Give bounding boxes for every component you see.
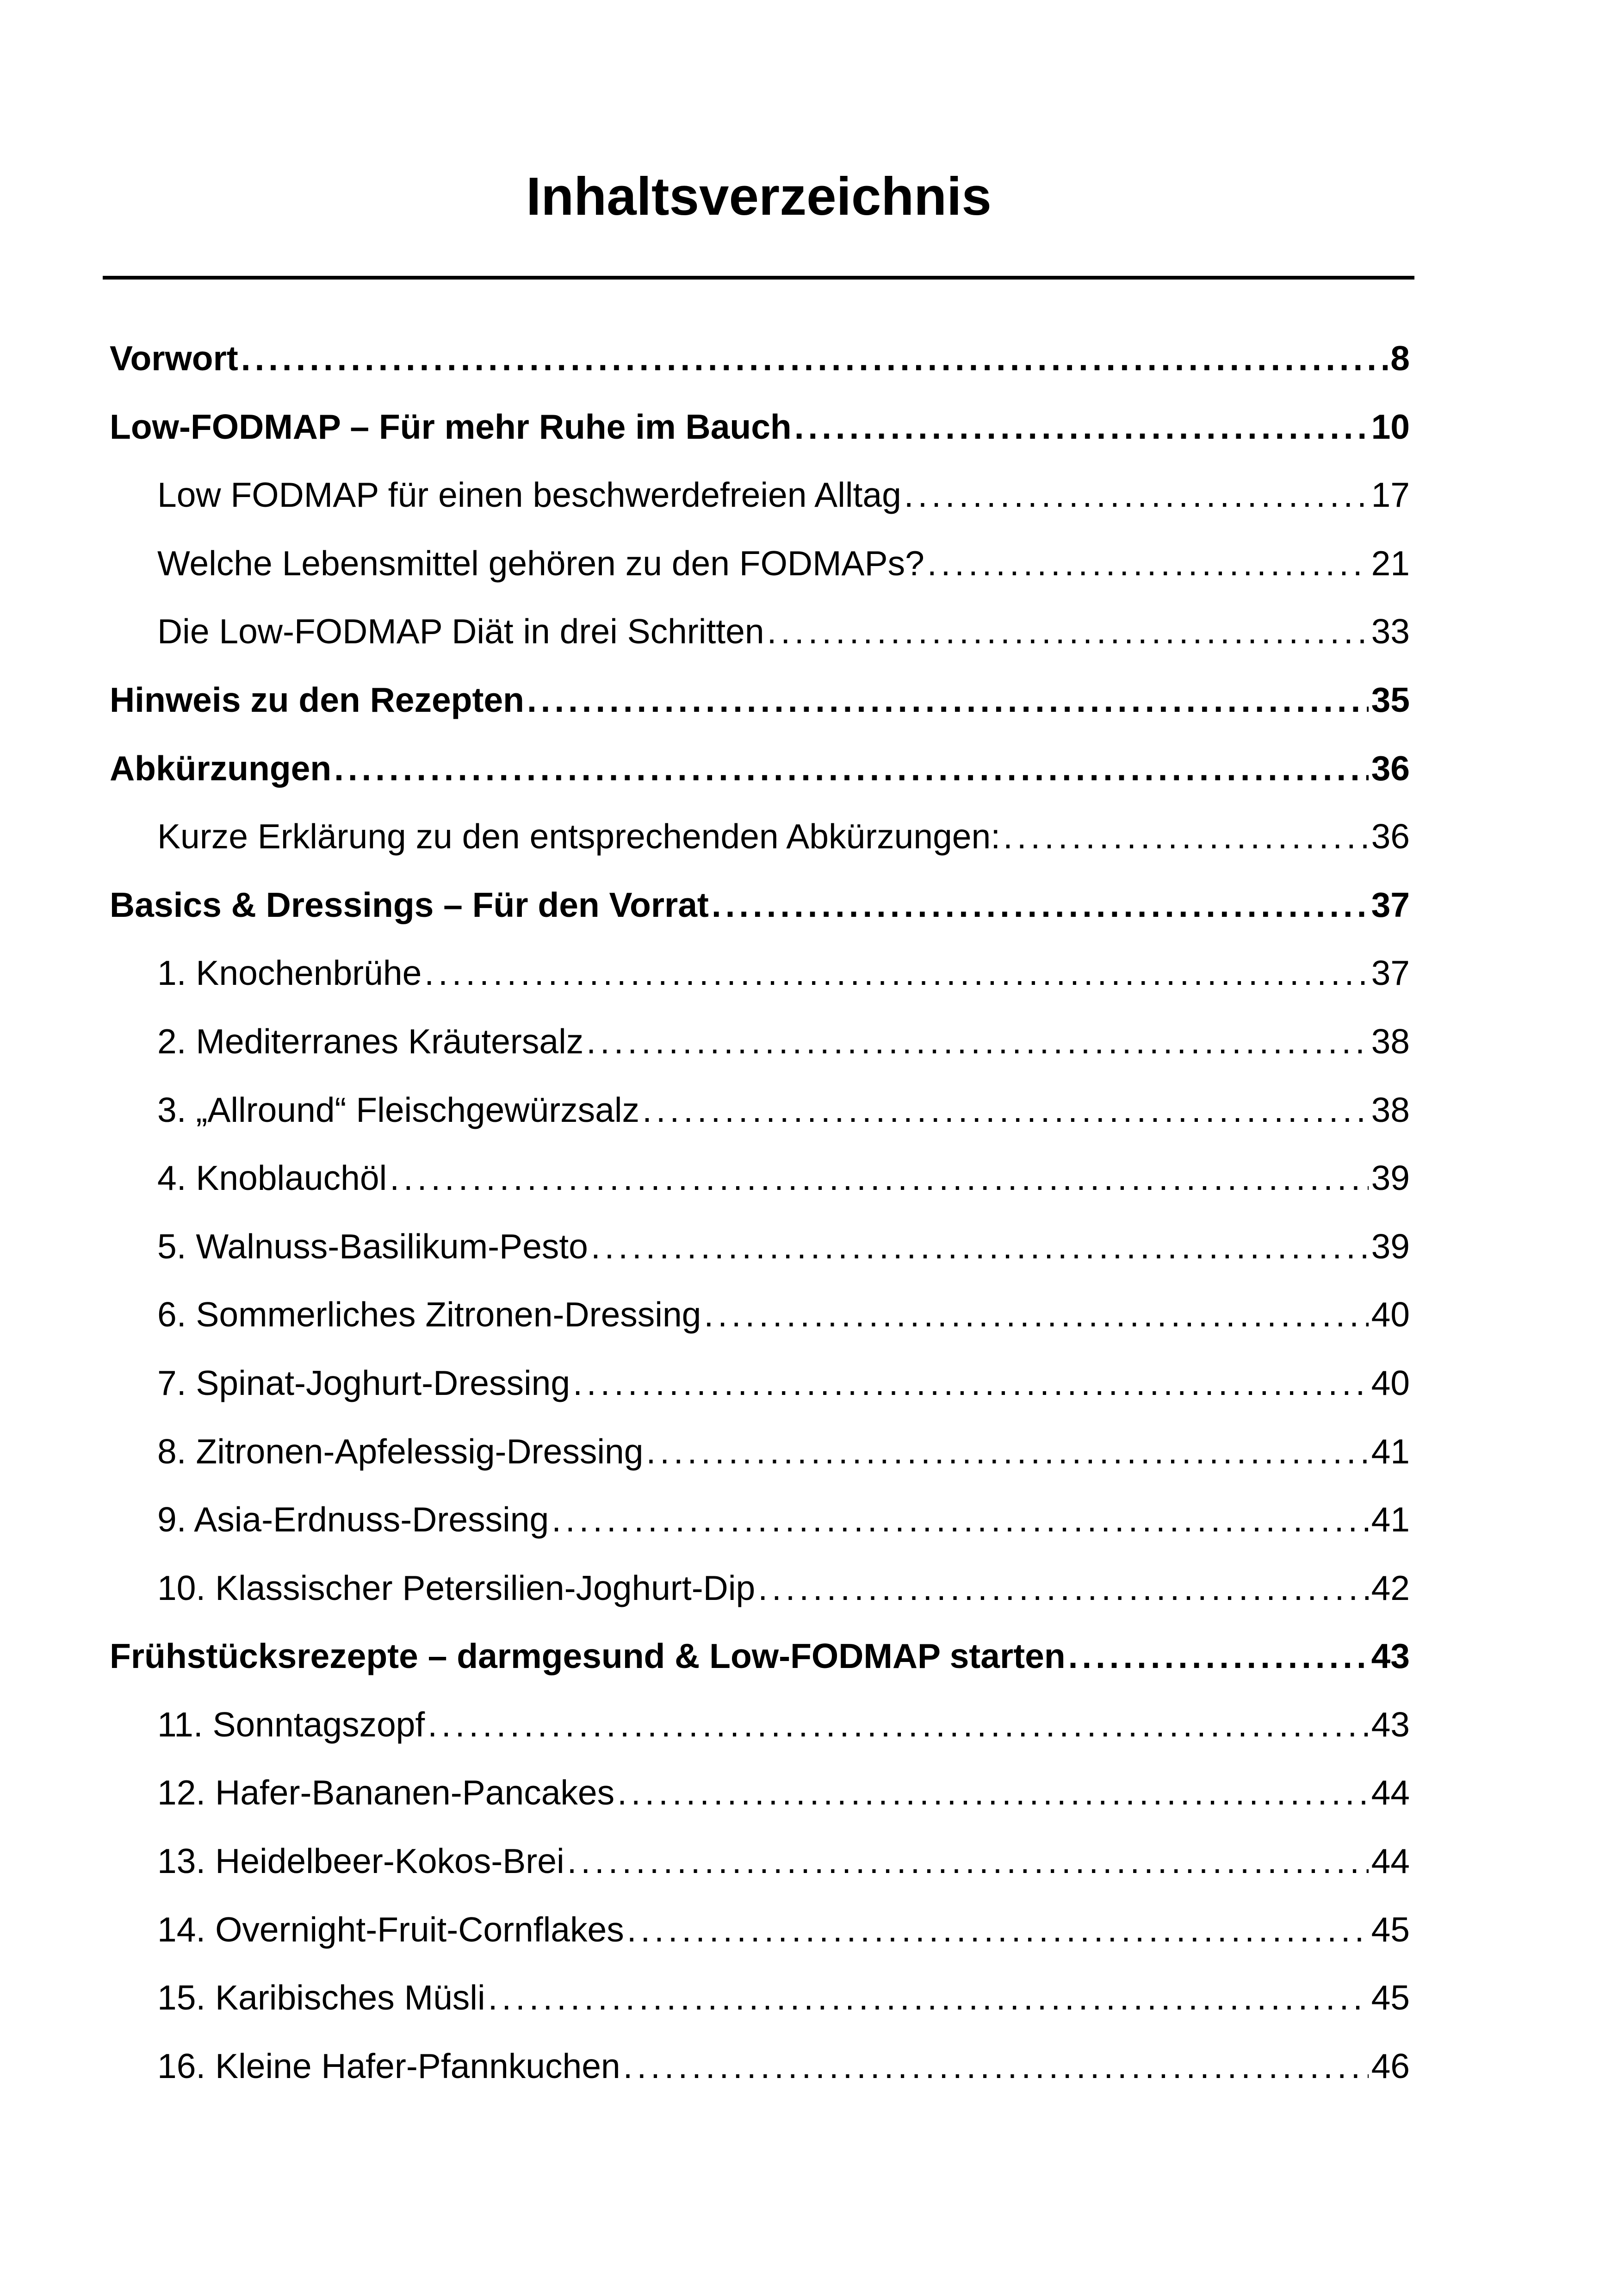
toc-dot-leader (712, 878, 1369, 932)
toc-entry-page-number: 36 (1371, 748, 1410, 788)
toc-dot-leader (567, 1834, 1369, 1888)
toc-entry-page-number: 35 (1371, 680, 1410, 719)
toc-dot-leader (617, 1766, 1368, 1820)
toc-dot-leader (767, 604, 1369, 659)
toc-entry-label: Low FODMAP für einen beschwerdefreien Alltag (157, 475, 901, 515)
toc-dot-leader (241, 331, 1388, 386)
toc-entry-label: Vorwort (110, 339, 238, 378)
toc-entry-label: Die Low-FODMAP Diät in drei Schritten (157, 612, 764, 651)
toc-entry-label: 14. Overnight-Fruit-Cornflakes (157, 1910, 624, 1949)
toc-section-entry[interactable] (110, 468, 1410, 536)
toc-section-entry[interactable] (110, 604, 1410, 673)
toc-entry-page-number: 40 (1371, 1363, 1410, 1402)
toc-entry-page-number: 41 (1371, 1500, 1410, 1539)
toc-dot-leader (1003, 809, 1369, 864)
toc-entry-label: 3. „Allround“ Fleischgewürzsalz (157, 1090, 640, 1129)
toc-dot-leader (552, 1493, 1368, 1547)
toc-entry-page-number: 41 (1371, 1431, 1410, 1471)
toc-entry-page-number: 38 (1371, 1021, 1410, 1061)
toc-section-entry[interactable] (110, 1083, 1410, 1151)
toc-entry-label: 13. Heidelbeer-Kokos-Brei (157, 1842, 564, 1881)
toc-section-entry[interactable] (110, 1834, 1410, 1903)
toc-section-entry[interactable] (110, 1220, 1410, 1288)
toc-entry-label: 6. Sommerliches Zitronen-Dressing (157, 1295, 701, 1334)
toc-section-entry[interactable] (110, 1493, 1410, 1561)
toc-section-entry[interactable] (110, 1014, 1410, 1083)
toc-dot-leader (904, 468, 1369, 522)
toc-dot-leader (573, 1356, 1368, 1410)
toc-chapter-entry[interactable] (110, 400, 1410, 468)
toc-entry-page-number: 8 (1390, 339, 1410, 378)
toc-chapter-entry[interactable] (110, 878, 1410, 946)
toc-entry-page-number: 42 (1371, 1568, 1410, 1607)
toc-section-entry[interactable] (110, 1766, 1410, 1834)
toc-section-entry[interactable] (110, 536, 1410, 605)
toc-dot-leader (428, 1698, 1368, 1752)
toc-chapter-entry[interactable] (110, 331, 1410, 400)
toc-entry-label: 16. Kleine Hafer-Pfannkuchen (157, 2046, 620, 2085)
toc-entry-label: 7. Spinat-Joghurt-Dressing (157, 1363, 570, 1402)
toc-section-entry[interactable] (110, 946, 1410, 1014)
toc-entry-page-number: 10 (1371, 407, 1410, 446)
toc-section-entry[interactable] (110, 809, 1410, 878)
toc-entry-label: 9. Asia-Erdnuss-Dressing (157, 1500, 549, 1539)
toc-section-entry[interactable] (110, 1288, 1410, 1356)
page-title: Inhaltsverzeichnis (526, 166, 992, 226)
toc-entry-label: 5. Walnuss-Basilikum-Pesto (157, 1226, 588, 1266)
toc-entry-page-number: 38 (1371, 1090, 1410, 1129)
toc-dot-leader (794, 400, 1369, 454)
toc-chapter-entry[interactable] (110, 673, 1410, 741)
toc-entry-page-number: 44 (1371, 1842, 1410, 1881)
toc-entry-label: Hinweis zu den Rezepten (110, 680, 524, 719)
toc-entry-page-number: 17 (1371, 475, 1410, 515)
toc-entry-label: 11. Sonntagszopf (157, 1705, 425, 1744)
toc-section-entry[interactable] (110, 1698, 1410, 1766)
toc-section-entry[interactable] (110, 2039, 1410, 2108)
toc-entry-page-number: 44 (1371, 1773, 1410, 1812)
toc-entry-label: 1. Knochenbrühe (157, 953, 422, 993)
toc-dot-leader (591, 1220, 1369, 1274)
toc-entry-label: 15. Karibisches Müsli (157, 1978, 485, 2017)
toc-entry-label: Welche Lebensmittel gehören zu den FODMAPs? (157, 543, 924, 583)
toc-entry-label: Frühstücksrezepte – darmgesund & Low-FODMAP starten (110, 1636, 1066, 1676)
toc-entry-label: 4. Knoblauchöl (157, 1158, 387, 1198)
toc-entry-page-number: 40 (1371, 1295, 1410, 1334)
toc-dot-leader (390, 1151, 1368, 1205)
toc-section-entry[interactable] (110, 1561, 1410, 1630)
toc-entry-label: 10. Klassischer Petersilien-Joghurt-Dip (157, 1568, 756, 1607)
toc-entry-label: 12. Hafer-Bananen-Pancakes (157, 1773, 615, 1812)
toc-list (110, 331, 1410, 2107)
toc-dot-leader (586, 1014, 1368, 1069)
toc-entry-page-number: 36 (1371, 817, 1410, 856)
toc-entry-page-number: 37 (1371, 953, 1410, 993)
toc-chapter-entry[interactable] (110, 1629, 1410, 1698)
toc-chapter-entry[interactable] (110, 741, 1410, 810)
toc-dot-leader (642, 1083, 1369, 1137)
toc-entry-label: Basics & Dressings – Für den Vorrat (110, 885, 709, 924)
toc-dot-leader (646, 1425, 1368, 1479)
toc-entry-page-number: 45 (1371, 1978, 1410, 2017)
toc-dot-leader (927, 536, 1369, 591)
title-divider (103, 276, 1414, 280)
toc-entry-page-number: 45 (1371, 1910, 1410, 1949)
toc-entry-page-number: 37 (1371, 885, 1410, 924)
toc-entry-page-number: 43 (1371, 1705, 1410, 1744)
toc-entry-page-number: 43 (1371, 1636, 1410, 1676)
toc-dot-leader (623, 2039, 1369, 2093)
toc-dot-leader (704, 1288, 1368, 1342)
toc-entry-label: 2. Mediterranes Kräutersalz (157, 1021, 584, 1061)
toc-entry-page-number: 21 (1371, 543, 1410, 583)
toc-entry-label: Kurze Erklärung zu den entsprechenden Abkürzungen: (157, 817, 1001, 856)
toc-entry-label: Abkürzungen (110, 748, 332, 788)
toc-dot-leader (488, 1971, 1369, 2025)
toc-section-entry[interactable] (110, 1903, 1410, 1971)
toc-entry-page-number: 39 (1371, 1226, 1410, 1266)
toc-section-entry[interactable] (110, 1425, 1410, 1493)
toc-dot-leader (527, 673, 1369, 727)
toc-section-entry[interactable] (110, 1971, 1410, 2039)
toc-dot-leader (424, 946, 1368, 1000)
toc-section-entry[interactable] (110, 1356, 1410, 1425)
toc-entry-label: Low-FODMAP – Für mehr Ruhe im Bauch (110, 407, 792, 446)
toc-dot-leader (334, 741, 1368, 796)
toc-entry-page-number: 39 (1371, 1158, 1410, 1198)
toc-dot-leader (1068, 1629, 1369, 1683)
toc-entry-label: 8. Zitronen-Apfelessig-Dressing (157, 1431, 644, 1471)
toc-section-entry[interactable] (110, 1151, 1410, 1220)
toc-entry-page-number: 33 (1371, 612, 1410, 651)
toc-dot-leader (627, 1903, 1369, 1957)
toc-entry-page-number: 46 (1371, 2046, 1410, 2085)
toc-dot-leader (758, 1561, 1368, 1615)
